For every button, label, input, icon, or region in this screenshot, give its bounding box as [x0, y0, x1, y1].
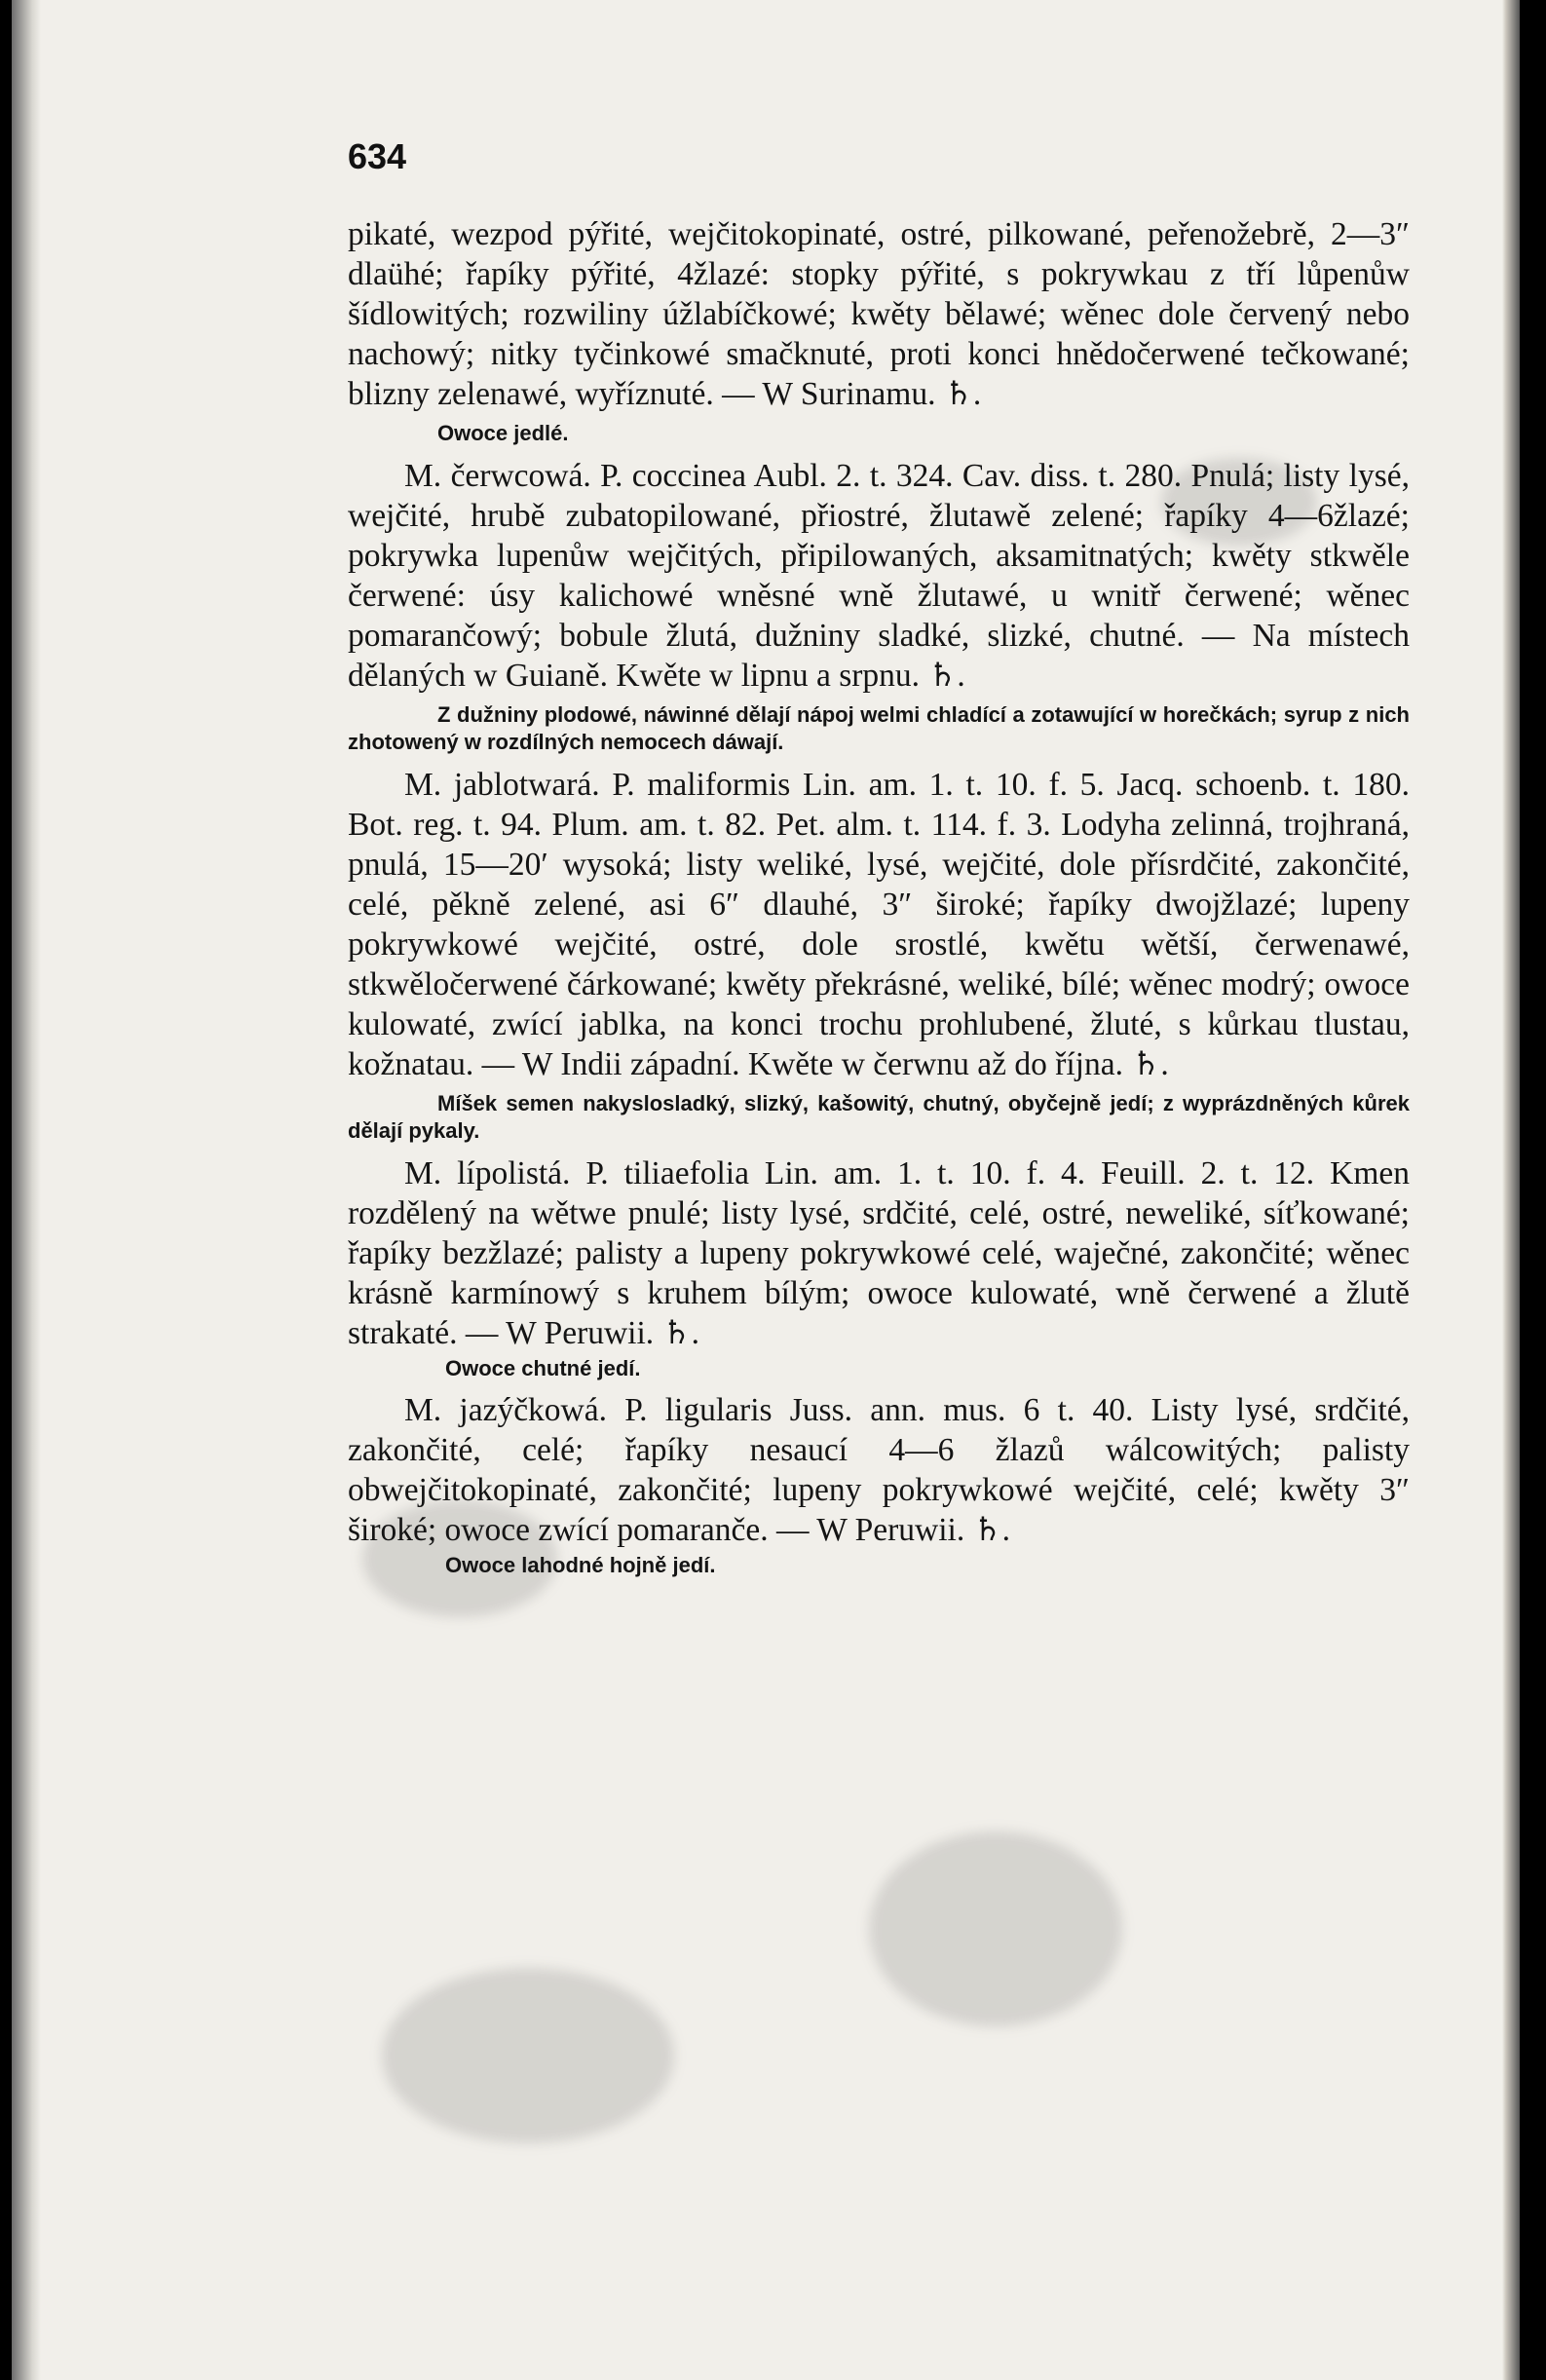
note: Owoce jedlé.: [437, 421, 569, 445]
note: Míšek semen nakyslosladký, slizký, kašowitý, chutný, obyčejně jedí; z wyprázdněných kůrek dělají pykaly.: [348, 1090, 1410, 1143]
paragraph: M. čerwcowá. P. coccinea Aubl. 2. t. 324. Cav. diss. t. 280. Pnulá; listy lysé, wejčité, hrubě zubatopilowané, přiostré, žlutawě zelené; řapíky 4—6žlazé; pokrywka lupenůw wejčitých, připilowaných, aksamitnatých; kwěty stkwěle čerwené: úsy kalichowé wněsné wně žlutawé, u wnitř čerwené; wěnec pomarančowý; bobule žlutá, dužniny sladké, slizké, chutné. — Na místech dělaných w Guianě. Kwěte w lipnu a srpnu. ♄.: [348, 457, 1410, 694]
note: Owoce chutné jedí.: [445, 1355, 641, 1380]
note: Z dužniny plodowé, náwinné dělají nápoj welmi chladící a zotawující w horečkách; syrup z nich zhotowený w rozdílných nemocech dáwají.: [348, 701, 1410, 754]
paragraph: M. lípolistá. P. tiliaefolia Lin. am. 1. t. 10. f. 4. Feuill. 2. t. 12. Kmen rozdělený na wětwe pnulé; listy lysé, srdčité, celé, ostré, neweliké, síťkowané; řapíky bezžlazé; palisty a lupeny pokrywkowé celé, waječné, zakončité; wěnec krásně karmínowý s kruhem bílým; owoce kulowaté, wně čerwené a žlutě strakaté. — W Peruwii. ♄.: [348, 1154, 1410, 1351]
paragraph: M. jablotwará. P. maliformis Lin. am. 1. t. 10. f. 5. Jacq. schoenb. t. 180. Bot. reg. t. 94. Plum. am. t. 82. Pet. alm. t. 114. f. 3. Lodyha zelinná, trojhraná, pnulá, 15—20′ wysoká; listy weliké, lysé, wejčité, dole přísrdčité, zakončité, celé, pěkně zelené, asi 6″ dlauhé, 3″ široké; řapíky dwojžlazé; lupeny pokrywkowé wejčité, ostré, dole srostlé, kwětu wětší, čerwenawé, stkwěločerwené čárkowané; kwěty překrásné, weliké, bílé; wěnec modrý; owoce kulowaté, zwící jablka, na konci trochu prohlubené, žluté, s kůrkau tlustau, kožnatau. — W Indii západní. Kwěte w čerwnu až do října. ♄.: [348, 766, 1410, 1082]
paragraph: pikaté, wezpod pýřité, wejčitokopinaté, ostré, pilkowané, peřenožebrě, 2—3″ dlaühé; řapíky pýřité, 4žlazé: stopky pýřité, s pokrywkau z tří lůpenůw šídlowitých; rozwiliny úžlabíčkowé; kwěty bělawé; wěnec dole červený nebo nachowý; nitky tyčinkowé smačknuté, proti konci hnědočerwené tečkowané; blizny zelenawé, wyříznuté. — W Surinamu. ♄.: [348, 216, 1410, 412]
page-text: [348, 214, 1410, 1588]
book-page: [12, 0, 1520, 2380]
note: Owoce lahodné hojně jedí.: [445, 1553, 716, 1577]
page-stain: [382, 1968, 674, 2143]
page-stain: [869, 1832, 1122, 2026]
paragraph: M. jazýčkowá. P. ligularis Juss. ann. mus. 6 t. 40. Listy lysé, srdčité, zakončité, celé; řapíky nesaucí 4—6 žlazů wálcowitých; palisty obwejčitokopinaté, zakončité; lupeny pokrywkowé wejčité, celé; kwěty 3″ široké; owoce zwící pomaranče. — W Peruwii. ♄.: [348, 1392, 1410, 1548]
page-number: 634: [348, 136, 407, 176]
